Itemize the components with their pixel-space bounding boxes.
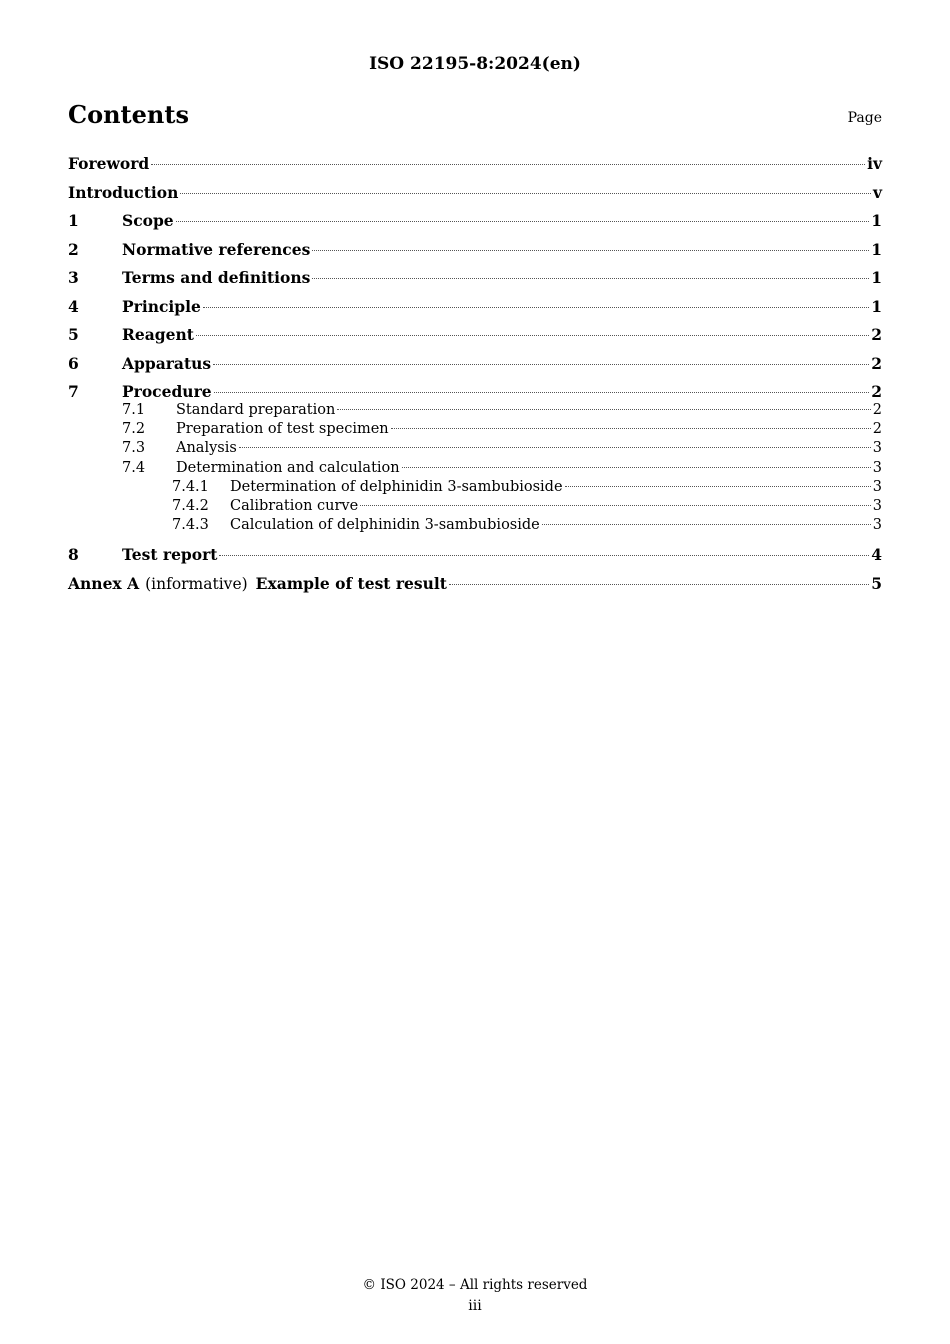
dot-leader xyxy=(219,554,869,556)
toc-entry-page: 3 xyxy=(872,497,882,514)
dot-leader xyxy=(360,504,871,506)
toc-entry-title: Reagent xyxy=(122,325,194,344)
toc-entry-normative-references[interactable] xyxy=(68,239,882,268)
toc-entry-page: 2 xyxy=(871,382,882,401)
toc-entry-page: 1 xyxy=(871,268,882,287)
toc-entry-page: 2 xyxy=(872,421,882,438)
dot-leader xyxy=(214,391,870,393)
toc-entry-title: Normative references xyxy=(122,239,311,259)
toc-entry-standard-preparation[interactable] xyxy=(68,401,882,420)
toc-entry-analysis[interactable] xyxy=(68,439,882,458)
dot-leader xyxy=(337,408,870,410)
page-number: iii xyxy=(468,1298,482,1314)
toc-entry-introduction[interactable] xyxy=(68,182,882,211)
toc-entry-page: 1 xyxy=(871,211,882,230)
toc-entry-calibration-curve[interactable] xyxy=(68,497,882,516)
toc-entry-number: 8 xyxy=(68,545,79,565)
toc-entry-number: 1 xyxy=(68,211,79,230)
toc-entry-terms-and-definitions[interactable] xyxy=(68,267,882,296)
toc-entry-number: 3 xyxy=(68,268,79,287)
toc-entry-number: 7.4 xyxy=(122,459,146,476)
toc-entry-title: Procedure xyxy=(122,382,212,401)
toc-entry-scope[interactable] xyxy=(68,210,882,239)
toc-entry-page: 2 xyxy=(871,325,882,344)
toc-entry-title: Foreword xyxy=(68,154,150,173)
dot-leader xyxy=(312,277,869,279)
dot-leader xyxy=(312,249,869,251)
toc-entry-title: Calculation of delphinidin 3-sambubioside xyxy=(230,517,540,534)
toc-entry-page: 3 xyxy=(872,459,882,476)
toc-entry-page: 4 xyxy=(871,545,882,565)
toc-entry-reagent[interactable] xyxy=(68,324,882,353)
toc-entry-title: Terms and definitions xyxy=(122,268,311,287)
toc-entry-page: 2 xyxy=(871,353,882,373)
toc-entry-number: 7.4.2 xyxy=(172,497,209,514)
dot-leader xyxy=(565,485,871,487)
dot-leader xyxy=(203,306,869,308)
toc-entry-number: 7.4.1 xyxy=(172,478,209,495)
toc-entry-title: Calibration curve xyxy=(230,497,359,514)
dot-leader xyxy=(239,446,871,448)
toc-entry-title: Example of test result xyxy=(255,573,447,593)
dot-leader xyxy=(449,583,869,585)
dot-leader xyxy=(196,334,869,336)
toc-entry-title: Determination and calculation xyxy=(176,459,400,476)
page-column-label: Page xyxy=(847,110,882,126)
dot-leader xyxy=(151,163,865,165)
annex-label: Annex A xyxy=(68,573,140,593)
toc-entry-number: 7 xyxy=(68,382,79,401)
table-of-contents xyxy=(68,153,882,601)
contents-heading: Contents xyxy=(68,100,189,129)
toc-entry-page: iv xyxy=(867,154,882,173)
toc-entry-number: 6 xyxy=(68,353,79,373)
toc-entry-title: Preparation of test specimen xyxy=(176,421,389,438)
toc-entry-title: Scope xyxy=(122,211,174,230)
toc-entry-number: 4 xyxy=(68,296,79,316)
dot-leader xyxy=(402,466,871,468)
toc-entry-procedure[interactable] xyxy=(68,381,882,401)
toc-entry-page: 3 xyxy=(872,440,882,457)
toc-entry-apparatus[interactable] xyxy=(68,353,882,382)
dot-leader xyxy=(391,427,871,429)
toc-entry-test-report[interactable] xyxy=(68,544,882,573)
toc-entry-title: Apparatus xyxy=(122,353,212,373)
toc-entry-title: Standard preparation xyxy=(176,402,336,418)
toc-entry-number: 2 xyxy=(68,239,79,259)
toc-entry-title: Principle xyxy=(122,296,201,316)
dot-leader xyxy=(213,363,869,365)
dot-leader xyxy=(180,192,871,194)
toc-entry-foreword[interactable] xyxy=(68,153,882,182)
toc-entry-preparation-of-test-specimen[interactable] xyxy=(68,420,882,439)
annex-type: (informative) xyxy=(145,574,248,593)
toc-entry-page: 1 xyxy=(871,239,882,259)
toc-entry-title: Introduction xyxy=(68,182,179,202)
toc-entry-title: Determination of delphinidin 3-sambubioside xyxy=(230,478,563,495)
dot-leader xyxy=(542,523,871,525)
toc-entry-page: v xyxy=(872,182,882,202)
toc-entry-determination-of-delphinidin[interactable] xyxy=(68,478,882,497)
toc-entry-page: 3 xyxy=(872,517,882,534)
toc-entry-number: 7.1 xyxy=(122,402,146,418)
toc-entry-page: 1 xyxy=(871,296,882,316)
toc-entry-number: 7.3 xyxy=(122,440,146,457)
copyright-notice: © ISO 2024 – All rights reserved xyxy=(362,1277,588,1293)
toc-entry-number: 7.4.3 xyxy=(172,517,209,534)
toc-entry-page: 5 xyxy=(871,573,882,593)
toc-entry-principle[interactable] xyxy=(68,296,882,325)
toc-entry-page: 3 xyxy=(872,478,882,495)
toc-entry-title: Analysis xyxy=(176,440,237,457)
toc-entry-page: 2 xyxy=(872,402,882,418)
document-id: ISO 22195-8:2024(en) xyxy=(369,54,581,74)
toc-entry-title: Test report xyxy=(122,545,218,565)
toc-entry-determination-and-calculation[interactable] xyxy=(68,459,882,478)
toc-entry-number: 7.2 xyxy=(122,421,146,438)
toc-entry-number: 5 xyxy=(68,325,79,344)
toc-entry-annex-a[interactable] xyxy=(68,573,882,602)
dot-leader xyxy=(176,220,870,222)
toc-entry-calculation-of-delphinidin[interactable] xyxy=(68,516,882,544)
